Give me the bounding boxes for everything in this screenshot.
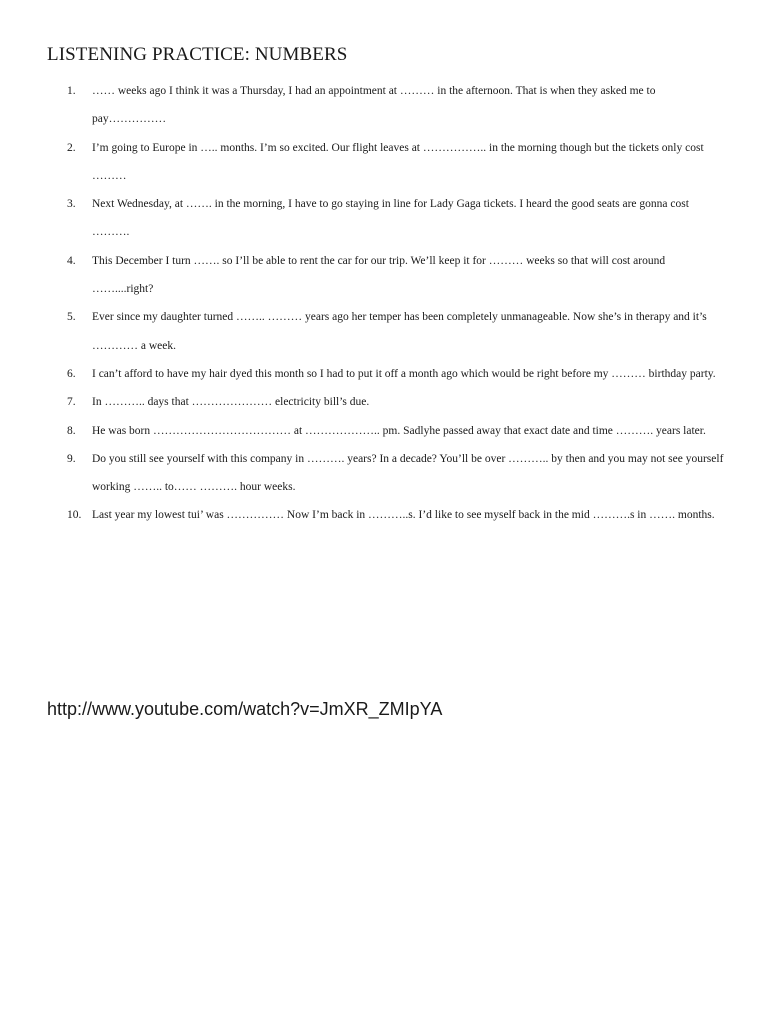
item-text: Ever since my daughter turned …….. ……… years ago her temper has been completely unmanageable. Now she’s in therapy and it’s ………… a week. [92, 311, 707, 352]
item-number: 5. [67, 311, 76, 324]
item-number: 2. [67, 141, 76, 154]
item-text: Next Wednesday, at ……. in the morning, I have to go staying in line for Lady Gaga tickets. I heard the good seats are gonna cost ………. [92, 198, 689, 239]
list-item [0, 417, 768, 445]
list-item [0, 303, 768, 360]
exercise-list [0, 77, 768, 530]
list-item [0, 77, 768, 134]
list-item [0, 360, 768, 388]
item-text: Do you still see yourself with this company in ………. years? In a decade? You’ll be over ……….. by then and you may not see yourself working …….. to…… ………. hour weeks. [92, 452, 724, 494]
list-item [0, 190, 768, 247]
item-text: He was born ……………………………… at ……………….. pm. Sadlyhe passed away that exact date and time ………. years later. [92, 424, 706, 437]
item-number: 1. [67, 85, 76, 97]
item-text: …… weeks ago I think it was a Thursday, I had an appointment at ……… in the afternoon. That is when they asked me to pay…………… [92, 85, 656, 126]
list-item [0, 388, 768, 416]
item-text: I’m going to Europe in ….. months. I’m so excited. Our flight leaves at …………….. in the morning though but the tickets only cost ……… [92, 141, 704, 182]
youtube-link[interactable]: http://www.youtube.com/watch?v=JmXR_ZMIpYA [47, 699, 443, 719]
item-number: 6. [67, 367, 76, 380]
item-text: I can’t afford to have my hair dyed this month so I had to put it off a month ago which would be right before my ……… birthday party. [92, 367, 716, 380]
list-item [0, 501, 768, 529]
item-number: 7. [67, 396, 76, 409]
item-text: Last year my lowest tui’ was …………… Now I’m back in ………..s. I’d like to see myself back in the mid ……….s in ……. months. [92, 509, 715, 522]
item-text: This December I turn ……. so I’ll be able to rent the car for our trip. We’ll keep it for ……… weeks so that will cost around ……....right? [92, 254, 666, 296]
page-title: LISTENING PRACTICE: NUMBERS [47, 44, 348, 65]
list-item [0, 134, 768, 191]
item-number: 3. [67, 198, 76, 211]
item-number: 9. [67, 452, 76, 465]
item-number: 10. [67, 509, 82, 522]
list-item [0, 247, 768, 304]
item-number: 8. [67, 424, 76, 437]
item-number: 4. [67, 254, 76, 267]
list-item [0, 445, 768, 502]
item-text: In ……….. days that ………………… electricity bill’s due. [92, 396, 370, 409]
